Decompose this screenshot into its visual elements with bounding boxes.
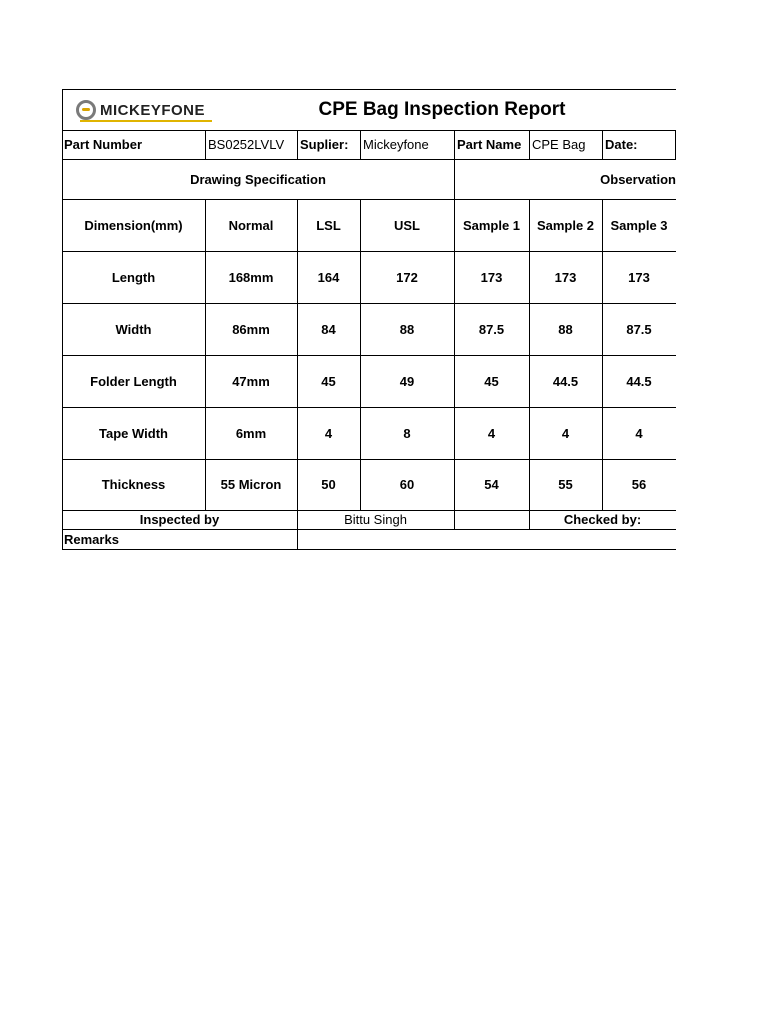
table-cell: 173	[628, 269, 650, 285]
column-header: Normal	[228, 217, 274, 233]
column-header: LSL	[316, 217, 341, 233]
table-cell: Folder Length	[90, 373, 177, 389]
table-cell: 172	[396, 269, 418, 285]
table-cell: 55 Micron	[220, 477, 282, 492]
logo-icon	[76, 100, 96, 120]
inspected-by-value: Bittu Singh	[344, 512, 407, 527]
table-cell: 173	[480, 269, 503, 285]
table-cell: 4	[561, 425, 570, 441]
checked-by-label: Checked by:	[563, 512, 642, 527]
column-header: Sample 1	[462, 217, 521, 233]
table-cell: 4	[324, 425, 333, 441]
table-cell: 4	[635, 425, 643, 441]
grid-line	[62, 549, 676, 550]
inspected-by-label: Inspected by	[139, 512, 220, 527]
part-name-label: Part Name	[457, 137, 522, 152]
table-cell: 84	[321, 321, 336, 337]
report-title: CPE Bag Inspection Report	[318, 98, 566, 120]
logo-underline	[80, 120, 212, 122]
table-cell: 47mm	[232, 373, 270, 389]
table-cell: 164	[317, 269, 340, 285]
table-cell: 88	[399, 321, 415, 337]
table-cell: 55	[558, 477, 573, 492]
table-cell: 6mm	[235, 425, 267, 441]
table-cell: 50	[321, 477, 336, 492]
part-number-value: BS0252LVLV	[208, 137, 285, 152]
table-cell: 173	[554, 269, 577, 285]
table-cell: 56	[631, 477, 647, 492]
date-label: Date:	[605, 137, 638, 152]
part-name-value: CPE Bag	[532, 137, 586, 152]
part-number-label: Part Number	[64, 137, 143, 152]
table-cell: 86mm	[232, 321, 270, 337]
inspection-report-sheet	[62, 89, 676, 550]
column-header: Sample 2	[536, 217, 595, 233]
table-cell: 45	[321, 373, 336, 389]
observation-heading: Observation	[600, 171, 676, 187]
supplier-label: Suplier:	[300, 137, 349, 152]
column-header: USL	[394, 217, 420, 233]
drawing-spec-heading: Drawing Specification	[190, 171, 326, 187]
table-cell: 60	[399, 477, 415, 492]
table-cell: 8	[403, 425, 411, 441]
column-header: Dimension(mm)	[84, 217, 183, 233]
table-cell: 4	[487, 425, 496, 441]
logo-text: MICKEYFONE	[100, 101, 206, 119]
table-cell: 168mm	[228, 269, 274, 285]
supplier-value: Mickeyfone	[363, 137, 429, 152]
table-cell: Thickness	[101, 477, 166, 492]
table-cell: Length	[111, 269, 156, 285]
table-cell: 88	[558, 321, 573, 337]
table-cell: 45	[484, 373, 499, 389]
table-cell: 87.5	[478, 321, 505, 337]
table-cell: Width	[115, 321, 152, 337]
column-header: Sample 3	[610, 217, 668, 233]
table-cell: 44.5	[626, 373, 652, 389]
table-cell: Tape Width	[99, 425, 168, 441]
remarks-label: Remarks	[64, 531, 119, 547]
table-cell: 87.5	[626, 321, 652, 337]
table-cell: 49	[399, 373, 415, 389]
table-cell: 44.5	[552, 373, 579, 389]
table-cell: 54	[484, 477, 499, 492]
